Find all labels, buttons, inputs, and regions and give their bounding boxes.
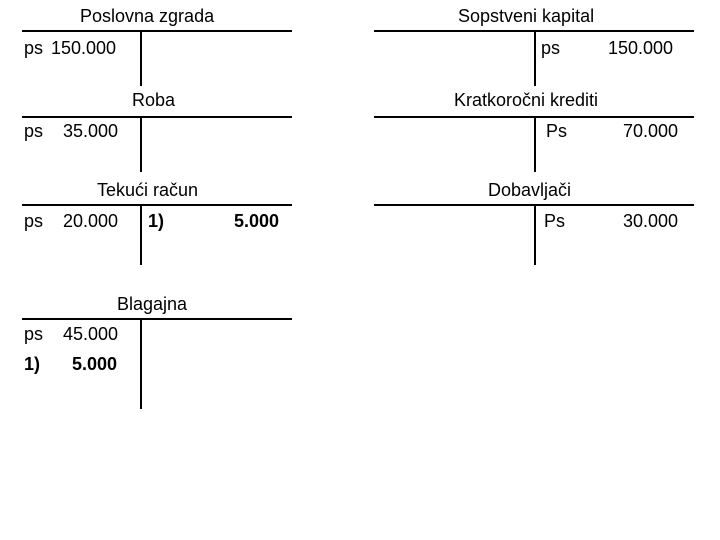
credit-value: 30.000 [623, 211, 679, 231]
credit-label: Ps [544, 211, 566, 231]
debit-label: ps [24, 211, 44, 231]
debit-label: ps [24, 121, 44, 141]
account-title: Dobavljači [488, 180, 572, 200]
t-account-divider [140, 31, 142, 86]
t-account-top-line [22, 116, 292, 118]
credit-label: Ps [546, 121, 568, 141]
credit-label: 1) [148, 211, 165, 231]
credit-value: 150.000 [608, 38, 674, 58]
debit2-value: 5.000 [72, 354, 118, 374]
t-account-divider [534, 205, 536, 265]
t-account-divider [534, 117, 536, 172]
debit2-label: 1) [24, 354, 41, 374]
credit-label: ps [541, 38, 561, 58]
account-title: Roba [132, 90, 176, 110]
debit-value: 45.000 [63, 324, 119, 344]
account-title: Tekući račun [97, 180, 199, 200]
account-title: Poslovna zgrada [80, 6, 215, 26]
t-account-divider [140, 205, 142, 265]
t-account-divider [140, 117, 142, 172]
t-account-divider [534, 31, 536, 86]
account-title: Kratkoročni krediti [454, 90, 599, 110]
t-account-top-line [22, 318, 292, 320]
t-account-top-line [22, 204, 292, 206]
t-account-divider [140, 319, 142, 409]
credit-value: 5.000 [234, 211, 280, 231]
debit-value: 20.000 [63, 211, 119, 231]
debit-value: 150.000 [51, 38, 117, 58]
debit-label: ps [24, 38, 44, 58]
debit-value: 35.000 [63, 121, 119, 141]
t-account-top-line [22, 30, 292, 32]
debit-label: ps [24, 324, 44, 344]
account-title: Sopstveni kapital [458, 6, 595, 26]
credit-value: 70.000 [623, 121, 679, 141]
account-title: Blagajna [117, 294, 188, 314]
